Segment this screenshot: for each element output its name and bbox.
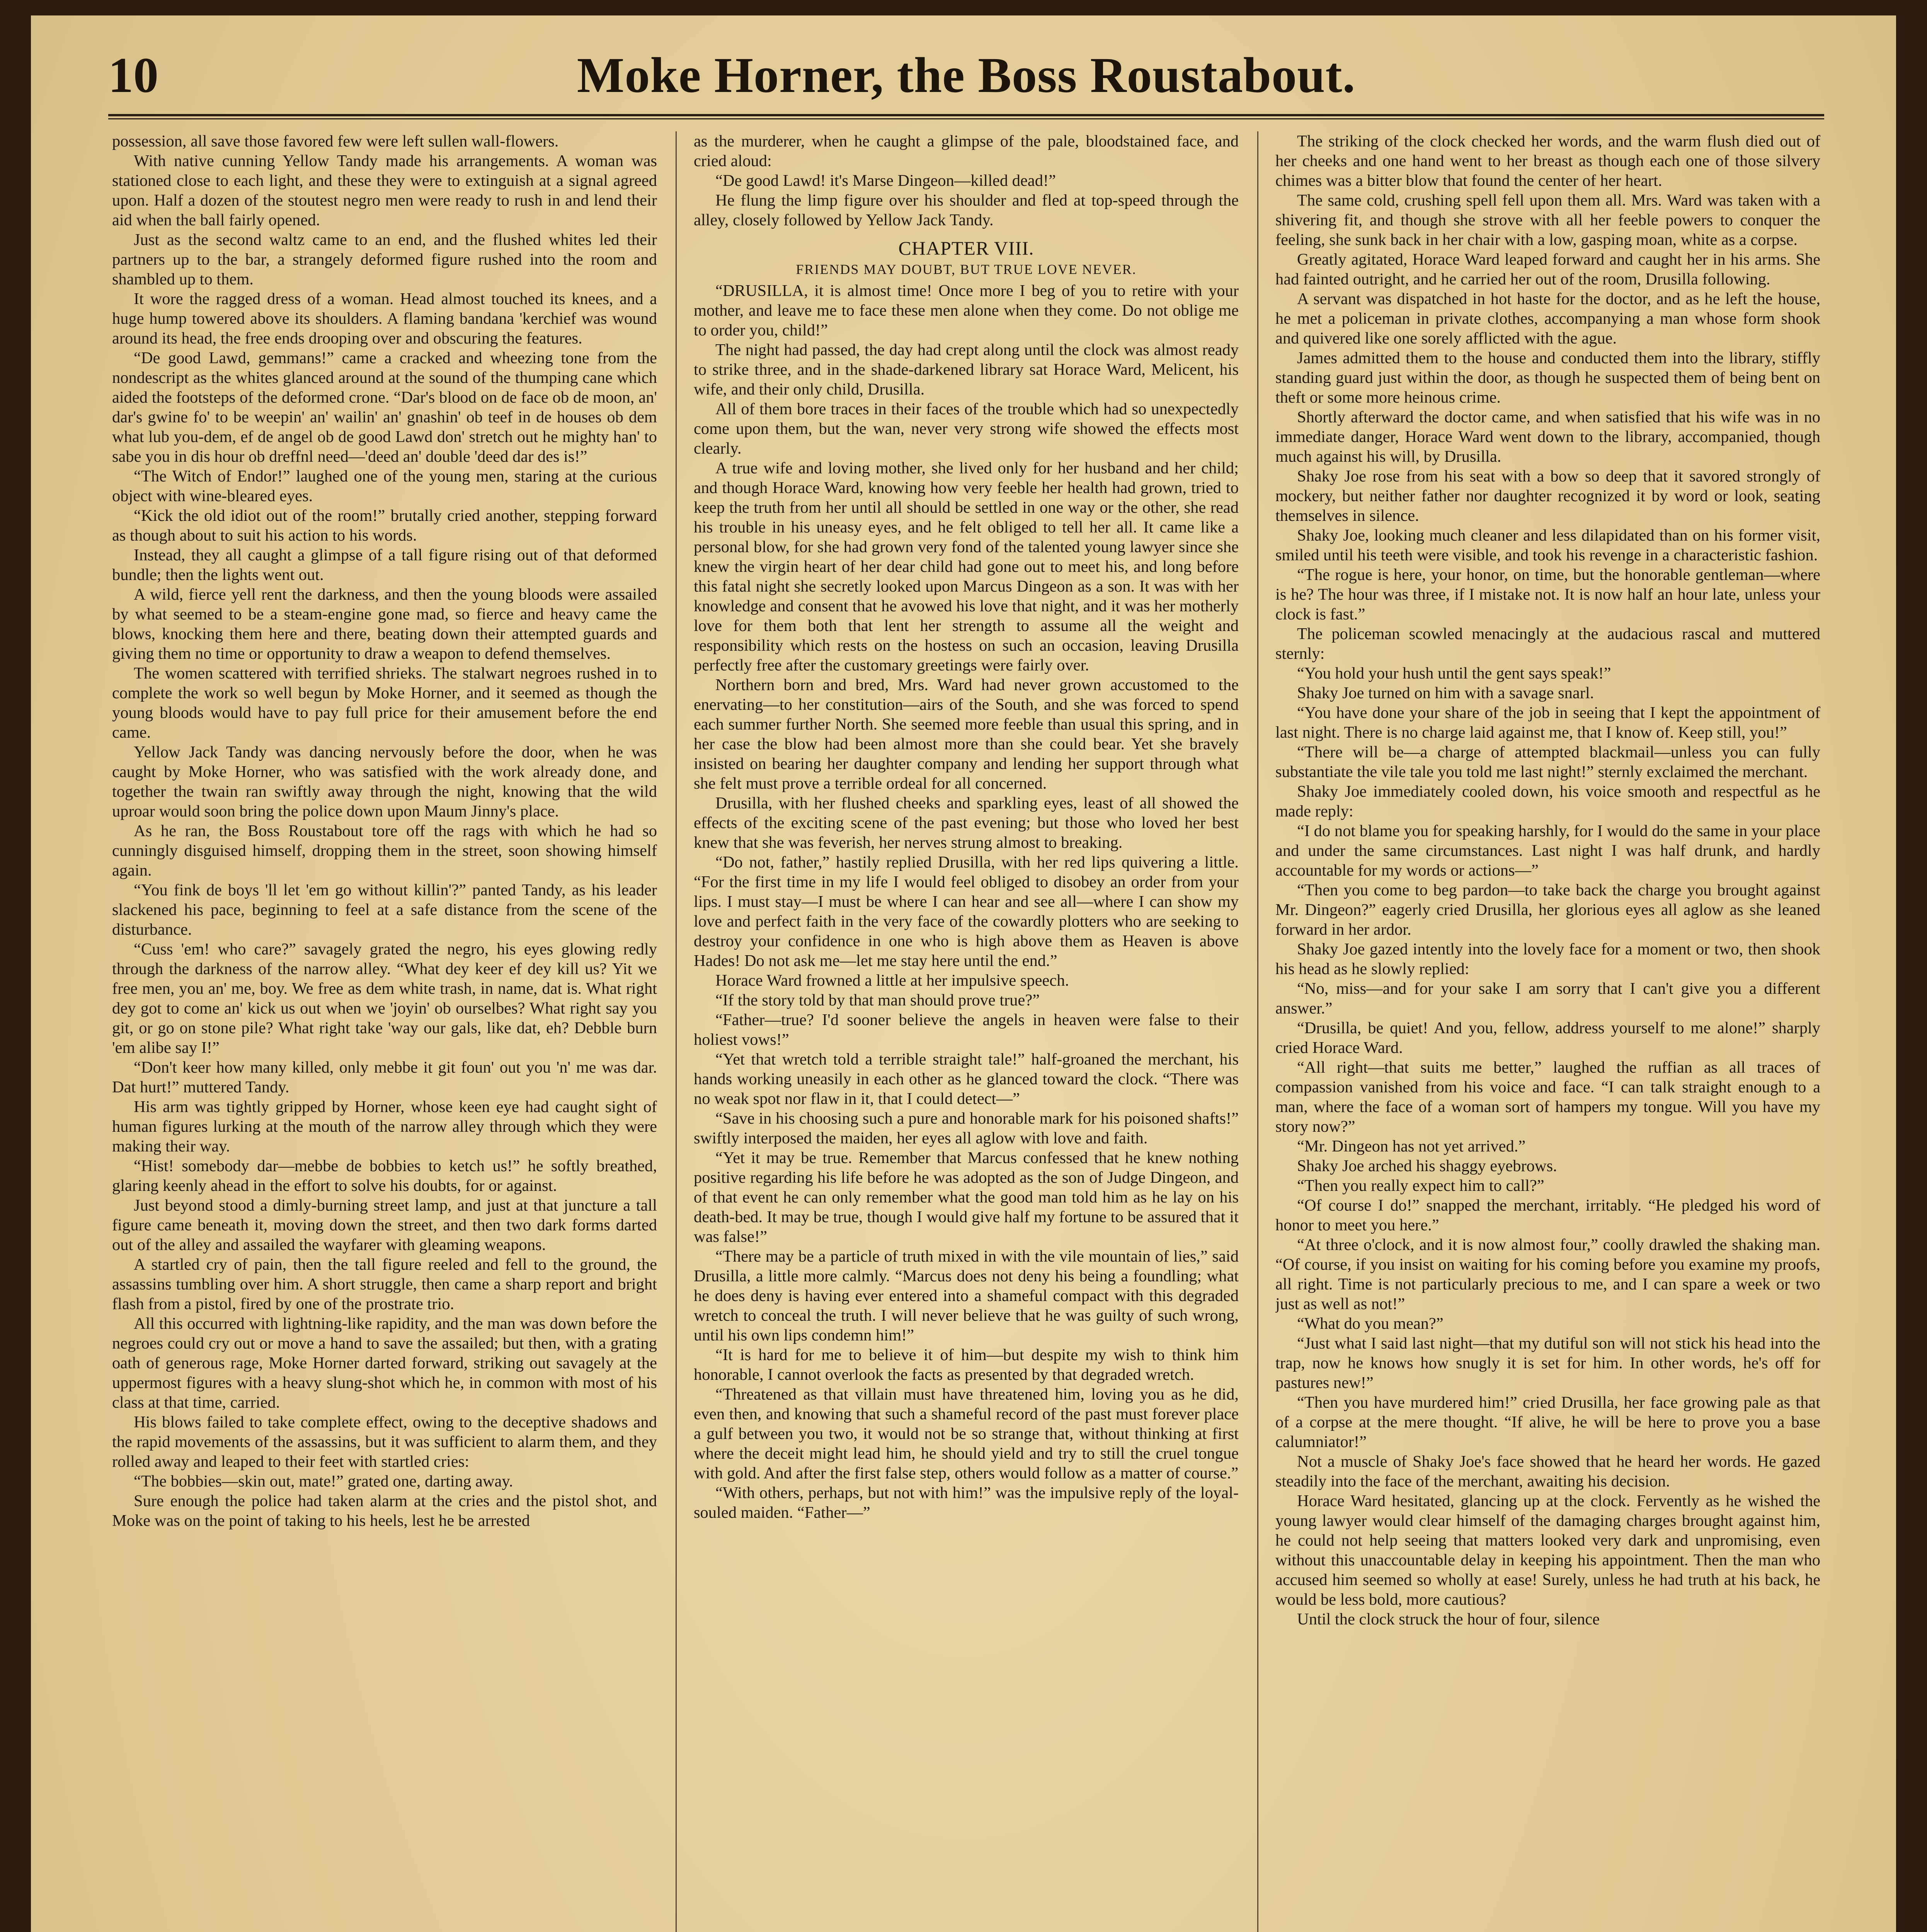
paragraph: Shaky Joe turned on him with a savage snarl. — [1297, 684, 1594, 702]
paragraph: A servant was dispatched in hot haste for the doctor, and as he left the house, he met a policeman in private clothes, accompanying a man whose form shook and quivered like one sorely afflicted with the ague. — [1275, 290, 1820, 347]
paragraph: Just as the second waltz came to an end, and the flushed whites led their partners up to the bar, a strangely deformed figure rushed into the room and shambled up to them. — [112, 231, 657, 288]
paragraph: “Yet it may be true. Remember that Marcus confessed that he knew nothing positive regarding his life before he was adopted as the son of Judge Dingeon, and of that event he can only remember what the good man told him as he lay on his death-bed. It may be true, though I would give half my fortune to be assured that it was false!” — [694, 1149, 1239, 1246]
paragraph: Shaky Joe immediately cooled down, his voice smooth and respectful as he made reply: — [1275, 782, 1820, 820]
paragraph: Yellow Jack Tandy was dancing nervously before the door, when he was caught by Moke Horner, who was satisfied with the work already done, and together the twain ran swiftly away through the night, knowing that the wild uproar would soon bring the police down upon Maum Jinny's place. — [112, 743, 657, 820]
paragraph: “Father—true? I'd sooner believe the angels in heaven were false to their holiest vows!” — [694, 1011, 1239, 1049]
paragraph: “Save in his choosing such a pure and honorable mark for his poisoned shafts!” swiftly interposed the maiden, her eyes all aglow with love and faith. — [694, 1109, 1239, 1147]
paragraph: With native cunning Yellow Tandy made his arrangements. A woman was stationed close to each light, and these they were to extinguish at a signal agreed upon. Half a dozen of the stoutest negro men were ready to rush in and lend their aid when the ball fairly opened. — [112, 152, 657, 229]
paragraph: “Do not, father,” hastily replied Drusilla, with her red lips quivering a little. “For the first time in my life I would feel obliged to disobey an order from your lips. I must stay—I must be where I can hear and see all—where I can show my love and perfect faith in the very face of the cowardly plotters who are seeking to destroy your confidence in one who is high above them as Heaven is above Hades! Do not ask me—let me stay here until the end.” — [694, 853, 1239, 970]
paragraph: His arm was tightly gripped by Horner, whose keen eye had caught sight of human figures lurking at the mouth of the narrow alley through which they were making their way. — [112, 1098, 657, 1155]
paragraph: It wore the ragged dress of a woman. Head almost touched its knees, and a huge hump towered above its shoulders. A flaming bandana 'kerchief was wound around its head, the free ends drooping over and obscuring the features. — [112, 290, 657, 347]
paragraph: “Then you come to beg pardon—to take back the charge you brought against Mr. Dingeon?” eagerly cried Drusilla, her glorious eyes all aglow as she leaned forward in her ardor. — [1275, 881, 1820, 939]
paragraph: “Yet that wretch told a terrible straight tale!” half-groaned the merchant, his hands working uneasily in each other as he glanced toward the clock. “There was no weak spot nor flaw in it, that I could detect—” — [694, 1050, 1239, 1108]
paragraph: Until the clock struck the hour of four, silence — [1297, 1610, 1600, 1628]
paragraph: “There will be—a charge of attempted blackmail—unless you can fully substantiate the vile tale you told me last night!” sternly exclaimed the merchant. — [1275, 743, 1820, 781]
paragraph: “I do not blame you for speaking harshly, for I would do the same in your place and under the same circumstances. Last night I was half drunk, and hardly accountable for my words or actions—” — [1275, 822, 1820, 879]
paragraph: “You hold your hush until the gent says speak!” — [1297, 664, 1611, 682]
paragraph: Shaky Joe gazed intently into the lovely face for a moment or two, then shook his head as he slowly replied: — [1275, 940, 1820, 978]
paragraph: The striking of the clock checked her words, and the warm flush died out of her cheeks and one hand went to her breast as though each one of those silvery chimes was a bitter blow that found the center of her heart. — [1275, 132, 1820, 190]
paragraph: He flung the limp figure over his shoulder and fled at top-speed through the alley, closely followed by Yellow Jack Tandy. — [694, 191, 1239, 229]
paragraph: Not a muscle of Shaky Joe's face showed that he heard her words. He gazed steadily into the face of the merchant, awaiting his decision. — [1275, 1452, 1820, 1490]
paragraph: The policeman scowled menacingly at the audacious rascal and muttered sternly: — [1275, 625, 1820, 663]
paragraph: Drusilla, with her flushed cheeks and sparkling eyes, least of all showed the effects of the exciting scene of the past evening; but those who loved her best knew that she was feverish, her nerves strung almost to breaking. — [694, 794, 1239, 852]
column-divider — [1257, 131, 1258, 1932]
paragraph: “De good Lawd! it's Marse Dingeon—killed dead!” — [715, 172, 1056, 190]
text-column-3 — [1275, 131, 1820, 1932]
page-number: 10 — [108, 48, 158, 103]
paragraph: as the murderer, when he caught a glimpse of the pale, bloodstained face, and cried aloud: — [694, 132, 1239, 170]
paragraph: Shaky Joe arched his shaggy eyebrows. — [1297, 1157, 1557, 1175]
paragraph: A true wife and loving mother, she lived only for her husband and her child; and though Horace Ward, knowing how very feeble her health had grown, tried to keep the truth from her until all should be settled in one way or the other, she read his trouble in his uneasy eyes, and he felt obliged to tell her all. It came like a personal blow, for she had grown very fond of the talented young lawyer since she knew the virgin heart of her dear child had gone out to meet his, and long before this fatal night she secretly looked upon Marcus Dingeon as a son. It was with her knowledge and consent that he avowed his love that night, and it was her motherly love for them both that lent her strength to assume all the weight and responsibility which rests on the hostess on such an occasion, leaving Drusilla perfectly free after the customary greetings were fairly over. — [694, 459, 1239, 674]
paragraph: Northern born and bred, Mrs. Ward had never grown accustomed to the enervating—to her constitution—airs of the South, and she was forced to spend each summer further North. She seemed more feeble than usual this spring, and in her case the blow had been almost more than she could bear. Yet she bravely insisted on bearing her daughter company and lending her support through what she felt must prove a terrible ordeal for all concerned. — [694, 676, 1239, 793]
paragraph: “What do you mean?” — [1297, 1315, 1444, 1333]
paragraph: James admitted them to the house and conducted them into the library, stiffly standing guard just within the door, as though he suspected them of being bent on theft or some more heinous crime. — [1275, 349, 1820, 406]
paragraph: Sure enough the police had taken alarm at the cries and the pistol shot, and Moke was on the point of taking to his heels, lest he be arrested — [112, 1492, 657, 1530]
paragraph: Shaky Joe, looking much cleaner and less dilapidated than on his former visit, smiled until his teeth were visible, and took his revenge in a characteristic fashion. — [1275, 526, 1820, 564]
paragraph: Shortly afterward the doctor came, and when satisfied that his wife was in no immediate danger, Horace Ward went down to the library, accompanied, though much against his will, by Drusilla. — [1275, 408, 1820, 466]
paragraph: “You have done your share of the job in seeing that I kept the appointment of last night. There is no charge laid against me, that I know of. Keep still, you!” — [1275, 704, 1820, 742]
paragraph: Horace Ward hesitated, glancing up at the clock. Fervently as he wished the young lawyer would clear himself of the damaging charges brought against him, he could not help seeing that matters looked very dark and unpromising, even without this unaccountable delay in keeping his appointment. Then the man who accused him seemed so wholly at ease! Surely, unless he had truth at his back, he would be less bold, more cautious? — [1275, 1492, 1820, 1609]
paragraph: “Don't keer how many killed, only mebbe it git foun' out you 'n' me was dar. Dat hurt!” muttered Tandy. — [112, 1058, 657, 1096]
paragraph: “With others, perhaps, but not with him!” was the impulsive reply of the loyal-souled maiden. “Father—” — [694, 1484, 1239, 1522]
paragraph: “Drusilla, be quiet! And you, fellow, address yourself to me alone!” sharply cried Horace Ward. — [1275, 1019, 1820, 1057]
paragraph: “No, miss—and for your sake I am sorry that I can't give you a different answer.” — [1275, 980, 1820, 1017]
column-2-chapter-text — [694, 281, 1239, 1522]
paragraph: The night had passed, the day had crept along until the clock was almost ready to strike three, and in the shade-darkened library sat Horace Ward, Melicent, his wife, and their only child, Drusilla. — [694, 341, 1239, 398]
paragraph: “DRUSILLA, it is almost time! Once more I beg of you to retire with your mother, and leave me to face these men alone when they come. Do not oblige me to order you, child!” — [694, 282, 1239, 339]
paragraph: “All right—that suits me better,” laughed the ruffian as all traces of compassion vanished from his voice and face. “I can talk straight enough to a man, where the face of a woman sort of hampers my tongue. Will you have my story now?” — [1275, 1058, 1820, 1136]
paragraph: “Mr. Dingeon has not yet arrived.” — [1297, 1137, 1526, 1155]
paragraph: Instead, they all caught a glimpse of a tall figure rising out of that deformed bundle; then the lights went out. — [112, 546, 657, 584]
paragraph: “The Witch of Endor!” laughed one of the young men, staring at the curious object with wine-bleared eyes. — [112, 467, 657, 505]
paragraph: “Hist! somebody dar—mebbe de bobbies to ketch us!” he softly breathed, glaring keenly ahead in the effort to solve his doubts, for or against. — [112, 1157, 657, 1195]
text-column-1 — [112, 131, 657, 1932]
paragraph: “Then you have murdered him!” cried Drusilla, her face growing pale as that of a corpse at the mere thought. “If alive, he will be here to prove you a base calumniator!” — [1275, 1393, 1820, 1451]
paragraph: “At three o'clock, and it is now almost four,” coolly drawled the shaking man. “Of course, if you insist on waiting for his coming before you examine my proofs, all right. Time is not particularly precious to me, and I can spare a week or two just as well as not!” — [1275, 1236, 1820, 1313]
paragraph: A wild, fierce yell rent the darkness, and then the young bloods were assailed by what seemed to be a steam-engine gone mad, so fierce and heavy came the blows, knocking them here and there, beating down their attempted guards and giving them no time or opportunity to draw a weapon to defend themselves. — [112, 585, 657, 663]
paragraph: “Threatened as that villain must have threatened him, loving you as he did, even then, and knowing that such a shameful record of the past must forever place a gulf between you two, it would not be so strange that, without thinking at first where the deceit might lead him, he should yield and try to still the cruel tongue with gold. And after the first false step, others would follow as a matter of course.” — [694, 1385, 1239, 1482]
paragraph: The women scattered with terrified shrieks. The stalwart negroes rushed in to complete the work so well begun by Moke Horner, and it seemed as though the young bloods would have to pay full price for their amusement before the end came. — [112, 664, 657, 742]
paragraph: As he ran, the Boss Roustabout tore off the rags with which he had so cunningly disguised himself, dropping them in the street, soon showing himself again. — [112, 822, 657, 879]
column-divider — [676, 131, 677, 1932]
chapter-heading: CHAPTER VIII. — [898, 237, 1034, 259]
paragraph: possession, all save those favored few were left sullen wall-flowers. — [112, 132, 559, 150]
paragraph: “Then you really expect him to call?” — [1297, 1177, 1544, 1195]
paragraph: “Cuss 'em! who care?” savagely grated the negro, his eyes glowing redly through the darkness of the narrow alley. “What dey keer ef dey kill us? Yit we free men, you an' me, boy. We free as dem white trash, in name, dat is. What right dey got to come an' kick us out when we 'joyin' ob ourselbes? What right say you git, or go on stone pile? What right take 'way our gals, like dat, eh? Debble burn 'em alibe say I!” — [112, 940, 657, 1057]
paragraph: “You fink de boys 'll let 'em go without killin'?” panted Tandy, as his leader slackened his pace, beginning to feel at a safe distance from the scene of the disturbance. — [112, 881, 657, 939]
paragraph: “Kick the old idiot out of the room!” brutally cried another, stepping forward as though about to suit his action to his words. — [112, 507, 657, 544]
text-column-2 — [694, 131, 1239, 1932]
paragraph: The same cold, crushing spell fell upon them all. Mrs. Ward was taken with a shivering fit, and though she strove with all her feeble powers to conquer the feeling, she sunk back in her chair with a low, gasping moan, white as a corpse. — [1275, 191, 1820, 249]
paragraph: A startled cry of pain, then the tall figure reeled and fell to the ground, the assassins tumbling over him. A short struggle, then came a sharp report and bright flash from a pistol, fired by one of the prostrate trio. — [112, 1255, 657, 1313]
paragraph: Shaky Joe rose from his seat with a bow so deep that it savored strongly of mockery, but neither father nor daughter recognized it by word or look, seating themselves in silence. — [1275, 467, 1820, 525]
page-header — [108, 43, 1824, 116]
paragraph: “There may be a particle of truth mixed in with the vile mountain of lies,” said Drusilla, a little more calmly. “Marcus does not deny his being a foundling; what he does deny is having ever entered into a shameful compact with this degraded wretch to conceal the truth. I will never believe that he was guilty of such wrong, until his own lips condemn him!” — [694, 1247, 1239, 1344]
paragraph: Just beyond stood a dimly-burning street lamp, and just at that juncture a tall figure came beneath it, moving down the street, and then two dark forms darted out of the alley and assailed the wayfarer with gleaming weapons. — [112, 1196, 657, 1254]
header-rule — [108, 114, 1824, 119]
paragraph: “If the story told by that man should prove true?” — [715, 991, 1040, 1009]
running-title: Moke Horner, the Boss Roustabout. — [577, 48, 1356, 103]
paragraph: “De good Lawd, gemmans!” came a cracked and wheezing tone from the nondescript as the whites glanced around at the sound of the thumping cane which aided the footsteps of the deformed crone. “Dar's blood on de face ob de moon, an' dar's gwine fo' to be weepin' an' wailin' an' gnashin' ob teef in de houses ob dem what lub you-dem, ef de angel ob de good Lawd don' stretch out he mighty han' to sabe you in dis hour ob dreffnl need—'deed an' double 'deed dar des is!” — [112, 349, 657, 466]
paragraph: “The rogue is here, your honor, on time, but the honorable gentleman—where is he? The hour was three, if I mistake not. It is now half an hour late, unless your clock is fast.” — [1275, 566, 1820, 623]
paragraph: Horace Ward frowned a little at her impulsive speech. — [715, 971, 1069, 990]
paragraph: “Of course I do!” snapped the merchant, irritably. “He pledged his word of honor to meet you here.” — [1275, 1196, 1820, 1234]
newspaper-page — [31, 15, 1896, 1932]
paragraph: All of them bore traces in their faces of the trouble which had so unexpectedly come upon them, but the wan, never very strong wife showed the effects most clearly. — [694, 400, 1239, 457]
column-2-opening-text — [694, 131, 1239, 230]
paragraph: “The bobbies—skin out, mate!” grated one, darting away. — [134, 1472, 513, 1490]
paragraph: His blows failed to take complete effect, owing to the deceptive shadows and the rapid movements of the assassins, but it was sufficient to alarm them, and they rolled away and leaped to their feet with startled cries: — [112, 1413, 657, 1471]
paragraph: “Just what I said last night—that my dutiful son will not stick his head into the trap, now he knows how snugly it is set for him. In other words, he's off for pastures new!” — [1275, 1334, 1820, 1392]
chapter-subtitle: FRIENDS MAY DOUBT, BUT TRUE LOVE NEVER. — [796, 262, 1137, 277]
paragraph: All this occurred with lightning-like rapidity, and the man was down before the negroes could cry out or move a hand to save the assailed; but then, with a grating oath of generous rage, Moke Horner darted forward, striking out savagely at the uppermost figures with a heavy slung-shot which he, in common with most of his class at that time, carried. — [112, 1315, 657, 1412]
paragraph: Greatly agitated, Horace Ward leaped forward and caught her in his arms. She had fainted outright, and he carried her out of the room, Drusilla following. — [1275, 250, 1820, 288]
paragraph: “It is hard for me to believe it of him—but despite my wish to think him honorable, I cannot overlook the facts as presented by that degraded wretch. — [694, 1346, 1239, 1384]
